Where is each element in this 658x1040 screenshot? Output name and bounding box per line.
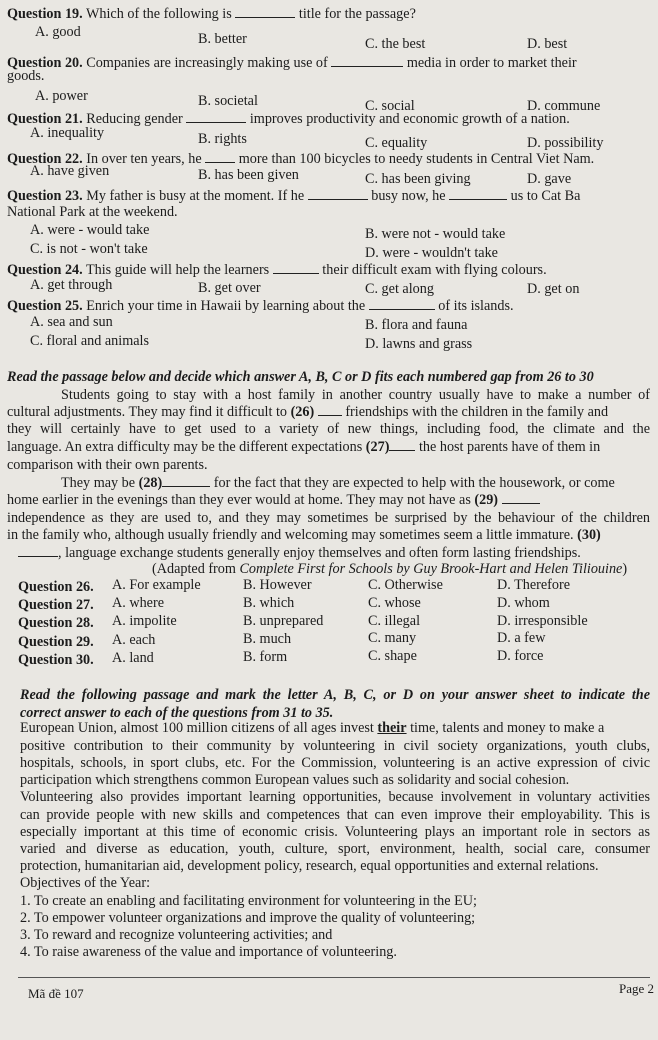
passage-line — [7, 403, 650, 421]
question-label: Question 19. — [7, 6, 83, 22]
stem-text: Reducing gender — [86, 111, 183, 127]
option-d: D. whom — [497, 595, 550, 611]
passage-line: positive contribution to their community by volunteering in civil society organizations, youth clubs, — [20, 738, 650, 754]
source-text: (Adapted from — [152, 561, 240, 577]
stem-text: This guide will help the learners — [85, 262, 270, 278]
objective-item: 1. To create an enabling and facilitating environment for volunteering in the EU; — [20, 893, 477, 909]
question-label: Question 21. — [7, 111, 83, 127]
option-d: D. irresponsible — [497, 613, 588, 629]
page-number: Page 2 — [618, 981, 654, 996]
option-b: B. get over — [198, 280, 261, 296]
gap-number: (27) — [365, 439, 390, 455]
objective-item: 3. To reward and recognize volunteering activities; and — [20, 927, 333, 943]
gap-number: (30) — [577, 527, 601, 543]
answer-blank — [162, 474, 210, 487]
passage-1-instruction: Read the passage below and decide which answer A, B, C or D fits each numbered gap from 26 to 30 — [7, 369, 594, 385]
passage-text: friendships with the children in the family and — [345, 404, 609, 420]
answer-blank — [331, 54, 403, 67]
stem-text: us to Cat Ba — [510, 188, 581, 204]
option-a: A. have given — [30, 163, 110, 179]
passage-text: in the family who, although usually friendly and welcoming may sometimes seem a little immature. — [7, 527, 574, 543]
stem-text: Enrich your time in Hawaii by learning about the — [86, 298, 366, 314]
option-a: A. land — [112, 650, 154, 666]
question-label: Question 20. — [7, 55, 83, 71]
option-d: D. best — [527, 36, 568, 52]
passage-2-instruction: Read the following passage and mark the letter A, B, C, or D on your answer sheet to indicate the — [20, 687, 650, 703]
option-c: C. social — [365, 98, 415, 114]
option-c: C. floral and animals — [30, 333, 149, 349]
question-26-label: Question 26. — [18, 579, 94, 595]
option-b: B. unprepared — [243, 613, 324, 629]
question-label: Question 22. — [7, 151, 83, 167]
stem-text: busy now, he — [371, 188, 446, 204]
passage-line: hospitals, schools, in sport clubs, etc. For the Commission, volunteering is an active expression of civic — [20, 755, 650, 771]
option-c: C. illegal — [368, 613, 421, 629]
exam-code: Mã đề 107 — [28, 986, 84, 1001]
option-a: A. sea and sun — [30, 314, 113, 330]
answer-blank — [205, 150, 235, 163]
passage-text: European Union, almost 100 million citizens of all ages invest — [20, 720, 374, 736]
answer-blank — [449, 187, 507, 200]
option-d: D. lawns and grass — [365, 336, 473, 352]
gap-number: (26) — [290, 404, 315, 420]
source-title: Complete First for Schools by Guy Brook-Hart and Helen Tiliouine — [239, 561, 623, 577]
option-a: A. each — [112, 632, 156, 648]
answer-blank — [318, 403, 342, 416]
source-text: ) — [622, 561, 628, 577]
answer-blank — [369, 297, 435, 310]
answer-blank — [235, 5, 295, 18]
passage-line — [61, 474, 650, 492]
option-c: C. get along — [365, 281, 434, 297]
option-c: C. shape — [368, 648, 417, 664]
answer-blank — [308, 187, 368, 200]
option-b: B. has been given — [198, 167, 299, 183]
passage-line: Volunteering also provides important learning opportunities, because involvement in voluntary activities — [20, 789, 650, 805]
stem-text: goods. — [7, 68, 45, 84]
passage-line: participation which strengthens common European values such as solidarity and social cohesion. — [20, 772, 570, 788]
question-19-stem — [7, 5, 650, 23]
option-a: A. get through — [30, 277, 113, 293]
stem-text: title for the passage? — [298, 6, 416, 22]
passage-line: independence as they are used to, and they may sometimes be surprised by the behaviour of the children — [7, 510, 650, 526]
option-a: A. For example — [112, 577, 201, 593]
option-d: D. get on — [527, 281, 580, 297]
passage-line: especially important at this time of economic crisis. Volunteering plays an important role in sectors as — [20, 824, 650, 840]
gap-number: (28) — [138, 475, 163, 491]
passage-line: varied and diverse as education, youth, culture, sport, environment, health, social care, consumer — [20, 841, 650, 857]
passage-line: they will certainly have to get used to a variety of new things, including food, the climate and the — [7, 421, 650, 437]
option-c: C. whose — [368, 595, 421, 611]
option-b: B. much — [243, 631, 292, 647]
answer-blank — [273, 261, 319, 274]
option-c: C. has been giving — [365, 171, 471, 187]
option-d: D. commune — [527, 98, 601, 114]
objective-item: 2. To empower volunteer organizations and improve the quality of volunteering; — [20, 910, 476, 926]
objective-item: 4. To raise awareness of the value and importance of volunteering. — [20, 944, 397, 960]
option-a: A. inequality — [30, 125, 105, 141]
question-28-label: Question 28. — [18, 615, 94, 631]
passage-line: can provide people with new skills and competences that can even improve their employability. This is — [20, 807, 650, 823]
option-b: B. societal — [198, 93, 258, 109]
option-b: B. which — [243, 595, 295, 611]
option-d: D. Therefore — [497, 577, 571, 593]
option-a: A. where — [112, 595, 164, 611]
objectives-heading: Objectives of the Year: — [20, 875, 151, 891]
stem-text: In over ten years, he — [86, 151, 202, 167]
passage-line — [7, 438, 650, 456]
passage-text: language. An extra difficulty may be the different expectations — [7, 439, 363, 455]
question-30-label: Question 30. — [18, 652, 94, 668]
stem-text: media in order to market their — [406, 55, 577, 71]
answer-blank — [502, 491, 540, 504]
option-b: B. rights — [198, 131, 247, 147]
option-b: B. form — [243, 649, 288, 665]
option-c: C. many — [368, 630, 417, 646]
question-29-label: Question 29. — [18, 634, 94, 650]
passage-line: comparison with their own parents. — [7, 457, 208, 473]
passage-line: Students going to stay with a host family in another country usually have to make a number of — [61, 387, 650, 403]
stem-text: National Park at the weekend. — [7, 204, 178, 220]
option-b: B. However — [243, 577, 312, 593]
gap-number: (29) — [474, 492, 499, 508]
stem-text: Companies are increasingly making use of — [86, 55, 328, 71]
passage-text: They may be — [61, 475, 136, 491]
answer-blank — [186, 110, 246, 123]
stem-text: improves productivity and economic growth of a nation. — [249, 111, 570, 127]
footer-divider — [18, 977, 650, 978]
option-b: B. flora and fauna — [365, 317, 468, 333]
option-c: C. the best — [365, 36, 426, 52]
answer-blank — [18, 544, 58, 557]
passage-text: , language exchange students generally enjoy themselves and often form lasting friendships. — [58, 545, 581, 561]
passage-line — [7, 526, 650, 544]
passage-line: protection, humanitarian aid, development policy, research, equal opportunities and external relations. — [20, 858, 599, 874]
option-c: C. equality — [365, 135, 428, 151]
stem-text: of its islands. — [438, 298, 514, 314]
question-label: Question 23. — [7, 188, 83, 204]
question-label: Question 25. — [7, 298, 83, 314]
stem-text: Which of the following is — [85, 6, 232, 22]
option-c: C. Otherwise — [368, 577, 443, 593]
underlined-word: their — [377, 720, 407, 736]
passage-text: cultural adjustments. They may find it difficult to — [7, 404, 288, 420]
option-a: A. good — [35, 24, 81, 40]
option-c: C. is not - won't take — [30, 241, 148, 257]
answer-blank — [389, 438, 415, 451]
passage-text: home earlier in the evenings than they ever would at home. They may not have as — [7, 492, 471, 508]
stem-text: more than 100 bicycles to needy students in Central Viet Nam. — [238, 151, 595, 167]
option-b: B. were not - would take — [365, 226, 506, 242]
stem-text: My father is busy at the moment. If he — [86, 188, 305, 204]
passage-text: time, talents and money to make a — [410, 720, 605, 736]
option-d: D. possibility — [527, 135, 604, 151]
option-b: B. better — [198, 31, 247, 47]
option-d: D. a few — [497, 630, 546, 646]
option-a: A. impolite — [112, 613, 177, 629]
option-a: A. power — [35, 88, 88, 104]
stem-text: their difficult exam with flying colours. — [322, 262, 547, 278]
question-27-label: Question 27. — [18, 597, 94, 613]
passage-2-instruction: correct answer to each of the questions from 31 to 35. — [20, 705, 334, 721]
option-d: D. were - wouldn't take — [365, 245, 498, 261]
option-d: D. gave — [527, 171, 572, 187]
passage-text: the host parents have of them in — [418, 439, 601, 455]
passage-text: for the fact that they are expected to help with the housework, or come — [213, 475, 615, 491]
option-d: D. force — [497, 648, 544, 664]
passage-line — [20, 719, 650, 737]
passage-line — [7, 491, 650, 509]
option-a: A. were - would take — [30, 222, 150, 238]
question-label: Question 24. — [7, 262, 83, 278]
